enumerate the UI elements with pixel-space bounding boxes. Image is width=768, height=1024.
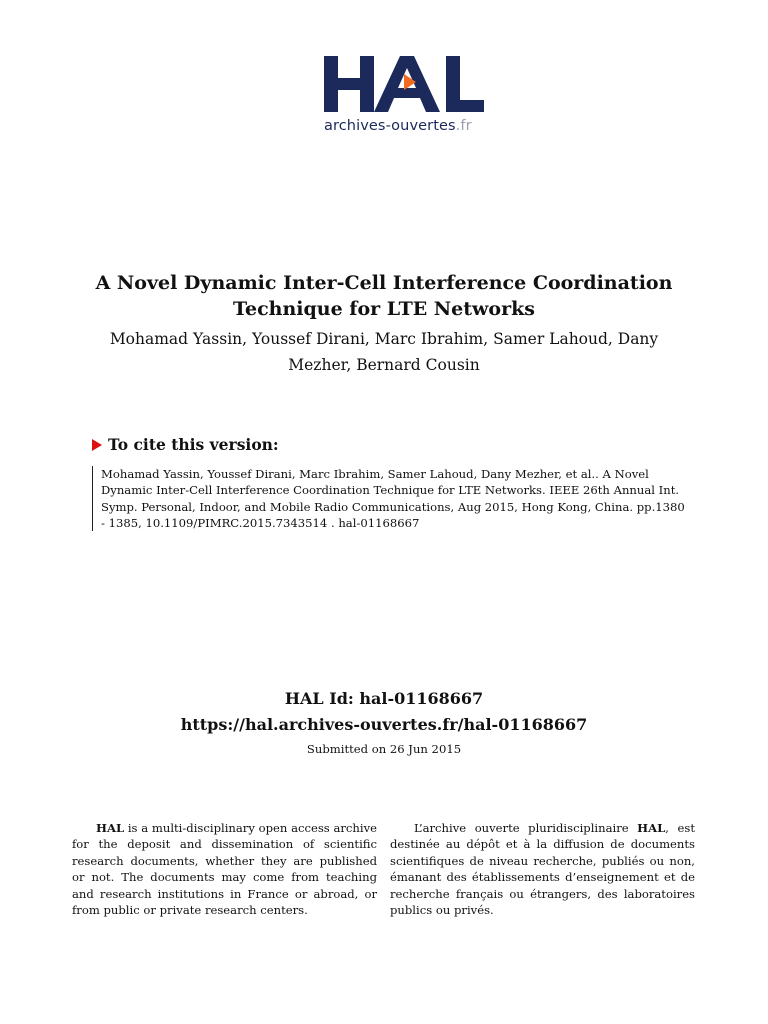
authors-line-2: Mezher, Bernard Cousin bbox=[288, 356, 480, 374]
title-line-2: Technique for LTE Networks bbox=[233, 298, 535, 320]
citation-line-2: Dynamic Inter-Cell Interference Coordination Technique for LTE Networks. IEEE 26th Annual Int. bbox=[101, 483, 680, 498]
paper-authors bbox=[100, 326, 668, 378]
title-line-1: A Novel Dynamic Inter-Cell Interference Coordination bbox=[95, 272, 673, 294]
cite-heading-text: To cite this version: bbox=[108, 435, 279, 454]
paper-title bbox=[80, 270, 688, 322]
hal-logo-subtitle bbox=[324, 118, 472, 134]
hal-url-link[interactable]: https://hal.archives-ouvertes.fr/hal-01168667 bbox=[180, 715, 588, 734]
citation-line-4: - 1385, 10.1109/PIMRC.2015.7343514 . hal-01168667 bbox=[101, 515, 420, 530]
notice-fr-text-pre: L’archive ouverte pluridisciplinaire bbox=[414, 821, 638, 835]
notice-fr-hal: HAL bbox=[637, 821, 666, 835]
citation-line-3: Symp. Personal, Indoor, and Mobile Radio Communications, Aug 2015, Hong Kong, China. pp.1380 bbox=[101, 499, 685, 514]
submission-date: Submitted on 26 Jun 2015 bbox=[306, 742, 462, 756]
citation-line-1: Mohamad Yassin, Youssef Dirani, Marc Ibrahim, Samer Lahoud, Dany Mezher, et al.. A Novel bbox=[101, 467, 649, 481]
hal-subtitle-main: archives-ouvertes bbox=[324, 118, 456, 134]
hal-subtitle-ext: .fr bbox=[455, 118, 472, 134]
notice-french bbox=[390, 820, 695, 918]
notice-fr-text-post: , est destinée au dépôt et à la diffusion de documents scientifiques de niveau recherche, publiés ou non, émanant des établissements d’enseignement et de recherche français ou étrangers, des laboratoires publics ou privés. bbox=[390, 821, 695, 918]
notice-en-text: is a multi-disciplinary open access archive for the deposit and dissemination of scientific research documents, whether they are published or not. The documents may come from teaching and research institutions in France or abroad, or from public or private research centers. bbox=[72, 821, 377, 918]
notice-english bbox=[72, 820, 377, 918]
citation-block bbox=[92, 466, 733, 531]
triangle-right-icon bbox=[92, 439, 102, 451]
hal-logo-mark bbox=[322, 52, 486, 116]
hal-id-block bbox=[0, 686, 768, 738]
cite-heading bbox=[92, 435, 279, 454]
notice-en-hal: HAL bbox=[96, 821, 125, 835]
hal-logo bbox=[322, 52, 486, 142]
authors-line-1: Mohamad Yassin, Youssef Dirani, Marc Ibrahim, Samer Lahoud, Dany bbox=[109, 330, 659, 348]
hal-id: HAL Id: hal-01168667 bbox=[284, 689, 484, 708]
